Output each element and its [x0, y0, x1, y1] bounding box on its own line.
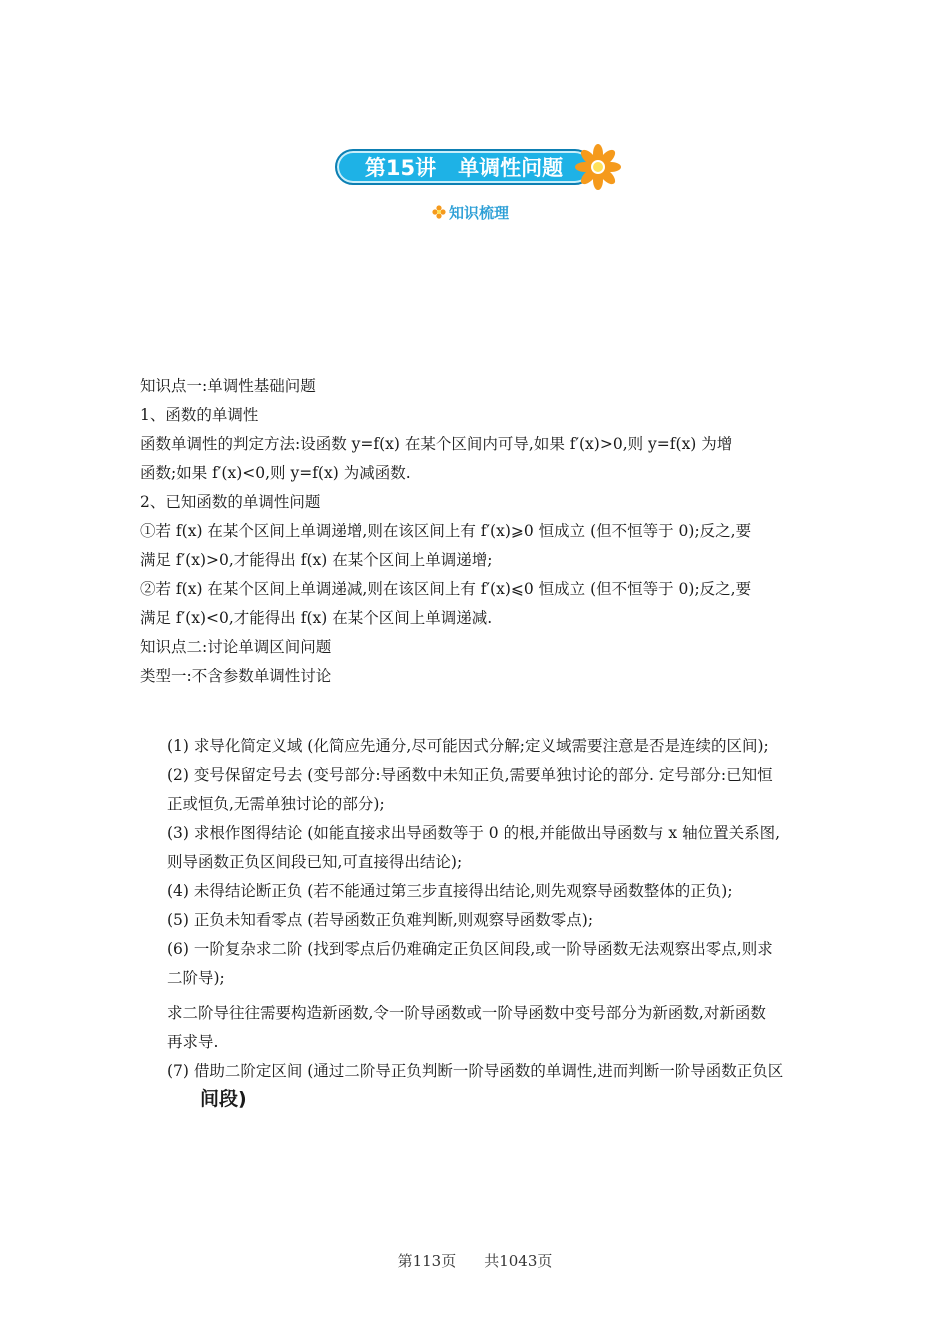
text-line: 满足 f′(x)<0,才能得出 f(x) 在某个区间上单调递减. [140, 609, 493, 627]
page-number: 第113页 [397, 1252, 457, 1270]
section-title-text: 知识梳理 [449, 203, 510, 222]
step-line: 二阶导); [167, 969, 225, 987]
text-line: ②若 f(x) 在某个区间上单调递减,则在该区间上有 f′(x)⩽0 恒成立 (但不恒等于 0);反之,要 [140, 580, 752, 598]
lecture-title: 单调性问题 [458, 156, 564, 180]
text-line: 函数单调性的判定方法:设函数 y=f(x) 在某个区间内可导,如果 f′(x)>0,则 y=f(x) 为增 [140, 435, 733, 453]
step-line: (6) 一阶复杂求二阶 (找到零点后仍难确定正负区间段,或一阶导函数无法观察出零点,则求 [167, 940, 773, 958]
kp1-subheading-2: 2、已知函数的单调性问题 [140, 493, 321, 511]
section-title [432, 202, 509, 222]
step-line: (5) 正负未知看零点 (若导函数正负难判断,则观察导函数零点); [167, 911, 594, 929]
page-total: 共1043页 [484, 1252, 553, 1270]
step-line: (3) 求根作图得结论 (如能直接求出导函数等于 0 的根,并能做出导函数与 x 轴位置关系图, [167, 824, 781, 842]
step-line: (2) 变号保留定号去 (变号部分:导函数中未知正负,需要单独讨论的部分. 定号部分:已知恒 [167, 766, 773, 784]
flower-icon [573, 142, 623, 192]
kp1-heading: 知识点一:单调性基础问题 [140, 377, 316, 395]
chapter-banner-box [335, 149, 593, 185]
type-heading: 类型一:不含参数单调性讨论 [140, 667, 332, 685]
step-line: (1) 求导化简定义域 (化简应先通分,尽可能因式分解;定义域需要注意是否是连续的区间); [167, 737, 769, 755]
step-line: (7) 借助二阶定区间 (通过二阶导正负判断一阶导函数的单调性,进而判断一阶导函数正负区 [167, 1062, 784, 1080]
knowledge-points [140, 372, 820, 691]
step-continuation: 间段) [200, 1088, 247, 1110]
chapter-banner [335, 144, 625, 192]
kp1-subheading: 1、函数的单调性 [140, 406, 259, 424]
step-line: 正或恒负,无需单独讨论的部分); [167, 795, 385, 813]
step-line: 求二阶导往往需要构造新函数,令一阶导函数或一阶导函数中变号部分为新函数,对新函数 [167, 1004, 766, 1022]
page-footer [0, 1250, 950, 1271]
kp2-heading: 知识点二:讨论单调区间问题 [140, 638, 332, 656]
step-line: 则导函数正负区间段已知,可直接得出结论); [167, 853, 463, 871]
flower-bullet-icon [432, 205, 446, 219]
step-line: (4) 未得结论断正负 (若不能通过第三步直接得出结论,则先观察导函数整体的正负); [167, 882, 733, 900]
step-line: 再求导. [167, 1033, 219, 1051]
text-line: 函数;如果 f′(x)<0,则 y=f(x) 为减函数. [140, 464, 411, 482]
text-line: ①若 f(x) 在某个区间上单调递增,则在该区间上有 f′(x)⩾0 恒成立 (但不恒等于 0);反之,要 [140, 522, 752, 540]
lecture-label: 第15讲 [364, 156, 437, 180]
steps-list [167, 732, 847, 1086]
text-line: 满足 f′(x)>0,才能得出 f(x) 在某个区间上单调递增; [140, 551, 493, 569]
